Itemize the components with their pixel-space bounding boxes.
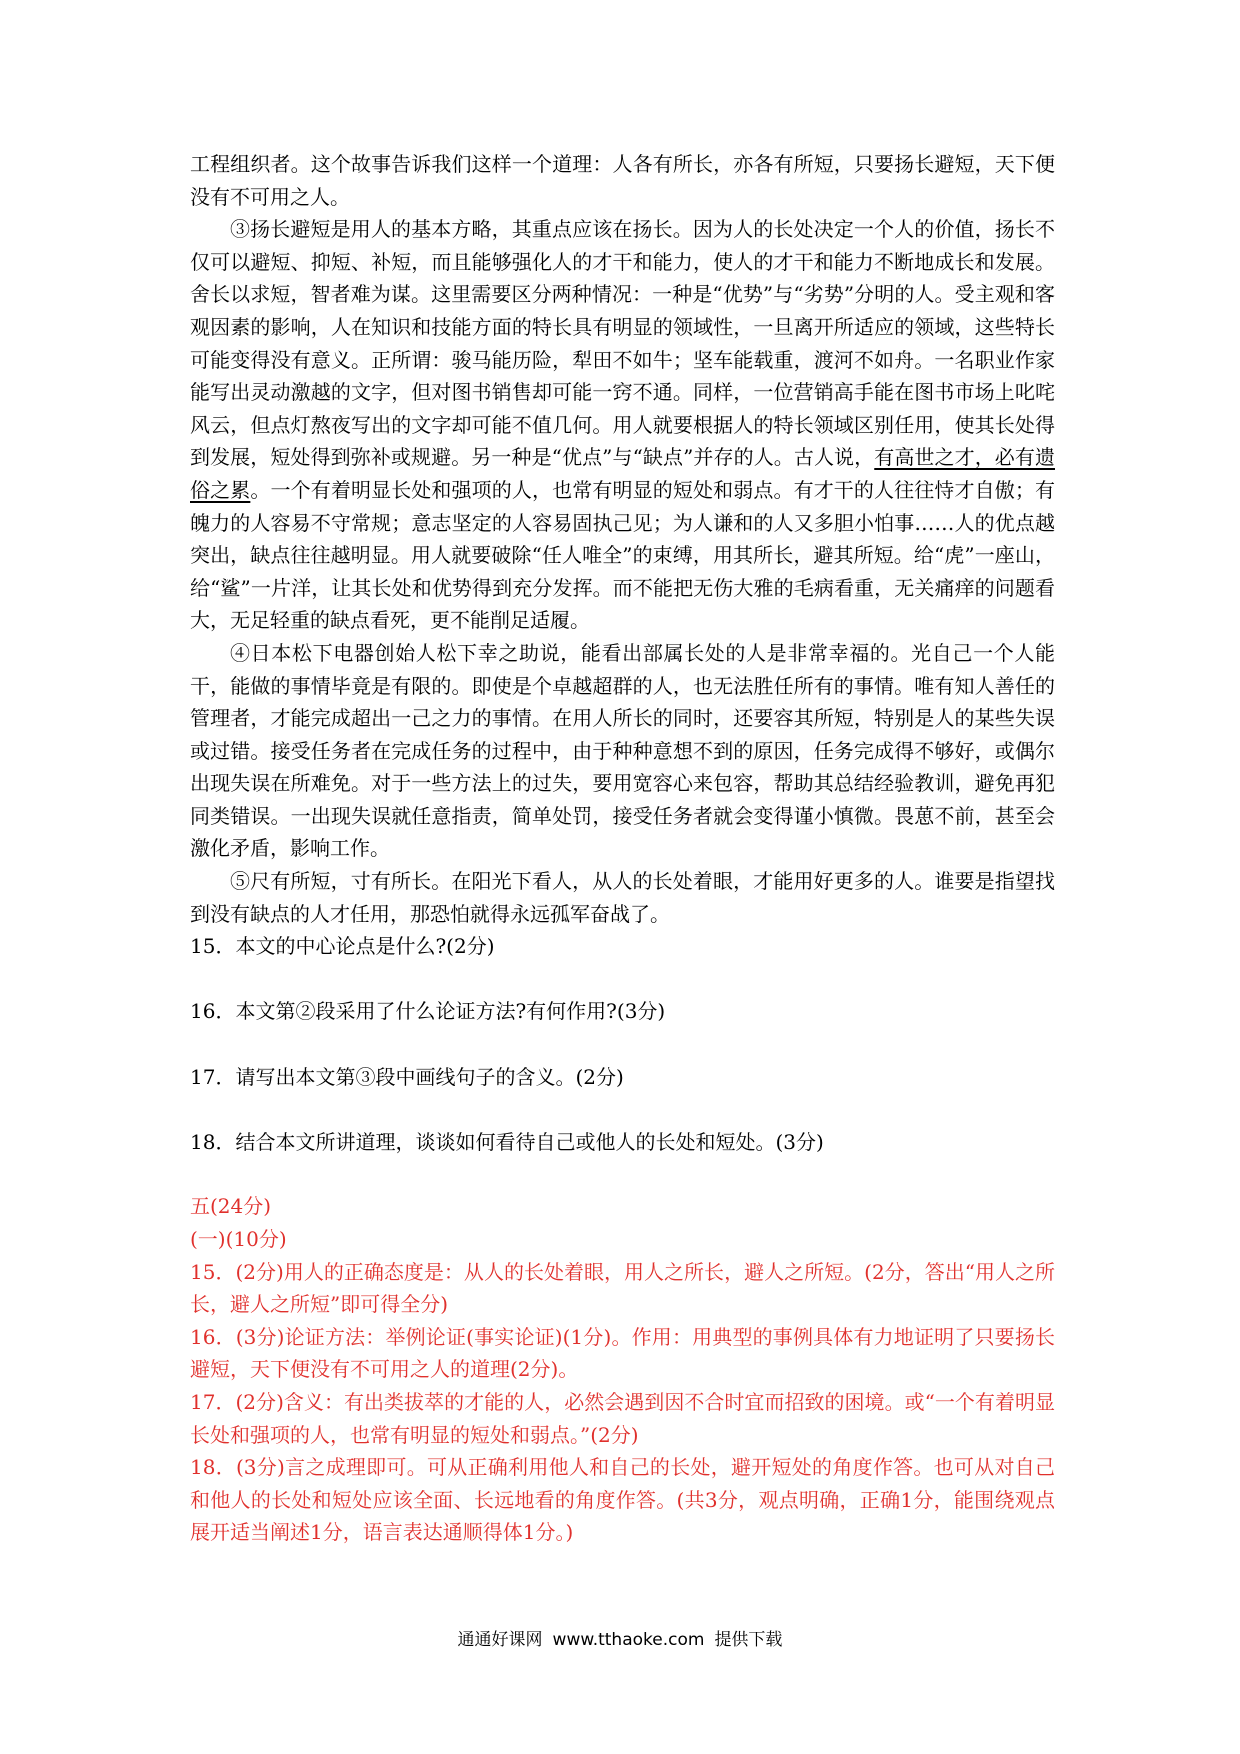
underlined-sentence: 有高世之才，必有遗俗之累 <box>190 445 1055 502</box>
question-16: 16．本文第②段采用了什么论证方法?有何作用?(3分) <box>190 999 666 1024</box>
answer-16: 16．(3分)论证方法：举例论证(事实论证)(1分)。作用：用典型的事例具体有力地证明了只要扬长避短，天下便没有不可用之人的道理(2分)。 <box>190 1324 1055 1382</box>
answer-section-heading: 五(24分) <box>190 1194 272 1219</box>
page-content <box>190 148 1055 1549</box>
footer-site-name: 通通好课网 <box>457 1630 543 1650</box>
article-paragraph-5: ⑤尺有所短，寸有所长。在阳光下看人，从人的长处着眼，才能用好更多的人。谁要是指望找到没有缺点的人才任用，那恐怕就得永远孤军奋战了。 <box>190 869 1055 926</box>
question-list <box>190 930 1055 1158</box>
answer-18: 18．(3分)言之成理即可。可从正确利用他人和自己的长处，避开短处的角度作答。也可从对自己和他人的长处和短处应该全面、长远地看的角度作答。(共3分，观点明确，正确1分，能围绕观点展开适当阐述1分，语言表达通顺得体1分。) <box>190 1455 1055 1545</box>
answer-15: 15．(2分)用人的正确态度是：从人的长处着眼，用人之所长，避人之所短。(2分，答出“用人之所长，避人之所短”即可得全分) <box>190 1259 1055 1317</box>
question-18: 18．结合本文所讲道理，谈谈如何看待自己或他人的长处和短处。(3分) <box>190 1129 824 1154</box>
paragraph-3-text-before: ③扬长避短是用人的基本方略，其重点应该在扬长。因为人的长处决定一个人的价值，扬长不仅可以避短、抑短、补短，而且能够强化人的才干和能力，使人的才干和能力不断地成长和发展。舍长以求短，智者难为谋。这里需要区分两种情况：一种是“优势”与“劣势”分明的人。受主观和客观因素的影响，人在知识和技能方面的特长具有明显的领域性，一旦离开所适应的领域，这些特长可能变得没有意义。正所谓：骏马能历险，犁田不如牛；坚车能载重，渡河不如舟。一名职业作家能写出灵动激越的文字，但对图书销售却可能一窍不通。同样，一位营销高手能在图书市场上叱咤风云，但点灯熬夜写出的文字却可能不值几何。用人就要根据人的特长领域区别任用，使其长处得到发展，短处得到弥补或规避。另一种是“优点”与“缺点”并存的人。古人说， <box>190 217 1055 470</box>
question-15: 15．本文的中心论点是什么?(2分) <box>190 934 495 959</box>
article-paragraph-3 <box>190 213 1055 637</box>
question-17: 17．请写出本文第③段中画线句子的含义。(2分) <box>190 1064 624 1089</box>
footer-url-link[interactable]: www.tthaoke.com <box>552 1630 705 1650</box>
page-footer <box>0 1628 1240 1652</box>
article-paragraph-4: ④日本松下电器创始人松下幸之助说，能看出部属长处的人是非常幸福的。光自己一个人能干，能做的事情毕竟是有限的。即使是个卓越超群的人，也无法胜任所有的事情。唯有知人善任的管理者，才能完成超出一己之力的事情。在用人所长的同时，还要容其所短，特别是人的某些失误或过错。接受任务者在完成任务的过程中，由于种种意想不到的原因，任务完成得不够好，或偶尔出现失误在所难免。对于一些方法上的过失，要用宽容心来包容，帮助其总结经验教训，避免再犯同类错误。一出现失误就任意指责，简单处罚，接受任务者就会变得谨小慎微。畏葸不前，甚至会激化矛盾，影响工作。 <box>190 640 1055 861</box>
paragraph-3-text-after: 。一个有着明显长处和强项的人，也常有明显的短处和弱点。有才干的人往往恃才自傲；有魄力的人容易不守常规；意志坚定的人容易固执己见；为人谦和的人又多胆小怕事……人的优点越突出，缺点往往越明显。用人就要破除“任人唯全”的束缚，用其所长，避其所短。给“虎”一座山，给“鲨”一片洋，让其长处和优势得到充分发挥。而不能把无伤大雅的毛病看重，无关痛痒的问题看大，无足轻重的缺点看死，更不能削足适履。 <box>190 477 1056 633</box>
footer-suffix: 提供下载 <box>714 1630 783 1650</box>
answer-subsection-heading: (一)(10分) <box>190 1227 287 1251</box>
article-paragraph-continued: 工程组织者。这个故事告诉我们这样一个道理：人各有所长，亦各有所短，只要扬长避短，天下便没有不可用之人。 <box>190 152 1055 209</box>
answer-key <box>190 1190 1055 1549</box>
answer-17: 17．(2分)含义：有出类拔萃的才能的人，必然会遇到因不合时宜而招致的困境。或“一个有着明显长处和强项的人，也常有明显的短处和弱点。”(2分) <box>190 1389 1055 1447</box>
